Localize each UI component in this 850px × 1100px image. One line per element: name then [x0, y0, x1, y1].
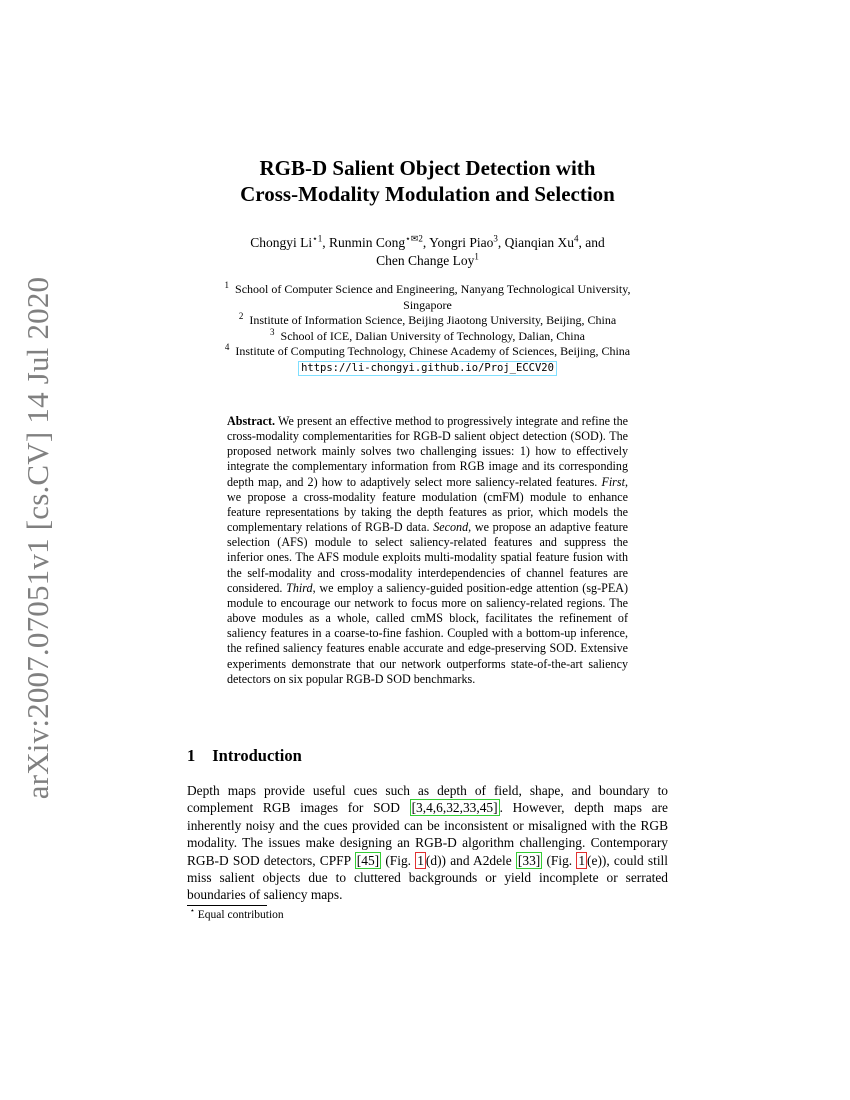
- section-heading-introduction: [187, 746, 302, 766]
- introduction-paragraph: [187, 782, 668, 904]
- abstract-third: Third: [286, 580, 313, 595]
- abstract-first: First: [601, 474, 625, 489]
- footnote: [187, 908, 284, 922]
- abstract-second: Second: [433, 520, 469, 535]
- footnote-divider: [187, 905, 267, 906]
- author-4: Qianqian Xu$^4$, and: [504, 233, 605, 250]
- arxiv-identifier-stamp: arXiv:2007.07051v1 [cs.CV] 14 Jul 2020: [20, 276, 55, 800]
- author-line-2: [187, 252, 668, 270]
- abstract-label: Abstract.: [227, 414, 276, 428]
- author-2: Runmin Cong$^{⋆✉2}$,: [329, 233, 430, 250]
- abstract-text-3: , we propose an adaptive feature selection (AFS) module to select saliency-related features and suppress the inferior ones. The AFS module exploits multi-modality spatial feature fusion with the self-modality and cross-modality interdependencies of channel features are considered.: [227, 520, 628, 595]
- citation-a2dele[interactable]: [33]: [517, 852, 541, 868]
- footnote-mark: ⋆: [189, 906, 195, 916]
- footnote-text: Equal contribution: [194, 909, 284, 921]
- abstract-text-2: , we propose a cross-modality feature modulation (cmFM) module to enhance feature representations by taking the depth features as prior, which models the complementary relations of RGB-D data.: [227, 474, 628, 535]
- author-line-1: [187, 234, 668, 252]
- affiliation-1: $^1$ School of Computer Science and Engineering, Nanyang Technological University,: [224, 280, 631, 296]
- abstract-text-1: We present an effective method to progressively integrate and refine the cross-modality complementarities for RGB-D salient object detection (SOD). The proposed network mainly solves two challenging issues: 1) how to effectively integrate the complementary information from RGB image and its corresponding depth map, and 2) how to adaptively select more saliency-related features.: [227, 414, 628, 489]
- citation-cpfp[interactable]: [45]: [356, 852, 380, 868]
- abstract: [227, 414, 628, 687]
- intro-text-2: . However, depth maps are inherently noisy and the cues provided can be inconsistent or misaligned with the RGB modality. The issues make designing an RGB-D algorithm challenging. Contemporary RGB-D SOD detectors, CPFP: [187, 800, 668, 868]
- figure-ref-1e[interactable]: 1: [578, 852, 586, 868]
- section-title: Introduction: [212, 746, 302, 765]
- affiliation-list: [177, 282, 678, 376]
- intro-text-3: (Fig.: [381, 852, 416, 868]
- paper-title: [187, 155, 668, 207]
- affiliation-4: $^4$ Institute of Computing Technology, Chinese Academy of Sciences, Beijing, China: [224, 342, 631, 358]
- intro-text-5: (Fig.: [542, 852, 577, 868]
- section-number: 1: [187, 746, 196, 765]
- author-3: Yongri Piao$^3$,: [429, 233, 505, 250]
- title-line-1: RGB-D Salient Object Detection with: [259, 156, 596, 180]
- intro-text-4: (d)) and A2dele: [425, 852, 516, 868]
- citation-group[interactable]: [3,4,6,32,33,45]: [411, 800, 498, 816]
- author-1: Chongyi $Li^{⋆1}$,: [250, 233, 330, 250]
- figure-ref-1d[interactable]: 1: [417, 852, 424, 868]
- project-url-row: [177, 360, 678, 376]
- abstract-text-4: , we employ a saliency-guided position-edge attention (sg-PEA) module to encourage our network to focus more on saliency-related regions. The above modules as a whole, called cmMS block, facilitates the refinement of saliency features in a coarse-to-fine fashion. Coupled with a bottom-up inference, the refined saliency features enable accurate and edge-preserving SOD. Extensive experiments demonstrate that our network outperforms state-of-the-art saliency detectors on six popular RGB-D SOD benchmarks.: [227, 580, 628, 686]
- affiliation-3: $^3$ School of ICE, Dalian University of Technology, Dalian, China: [270, 326, 585, 343]
- affiliation-2: $^2$ Institute of Information Science, Beijing Jiaotong University, Beijing, China: [238, 311, 617, 327]
- author-5: Chen Change Loy$^1$: [376, 251, 479, 268]
- intro-text-1: Depth maps provide useful cues such as depth of field, shape, and boundary to complement RGB images for SOD: [187, 783, 668, 816]
- author-list: [187, 234, 668, 270]
- project-url-link[interactable]: https://li-chongyi.github.io/Proj_ECCV20: [298, 361, 557, 376]
- intro-text-6: (e)), could still miss salient objects due to cluttered backgrounds or yield incomplete or serrated boundaries of saliency maps.: [187, 852, 668, 903]
- title-line-2: Cross-Modality Modulation and Selection: [240, 182, 615, 206]
- affiliation-1-continued: Singapore: [403, 297, 452, 312]
